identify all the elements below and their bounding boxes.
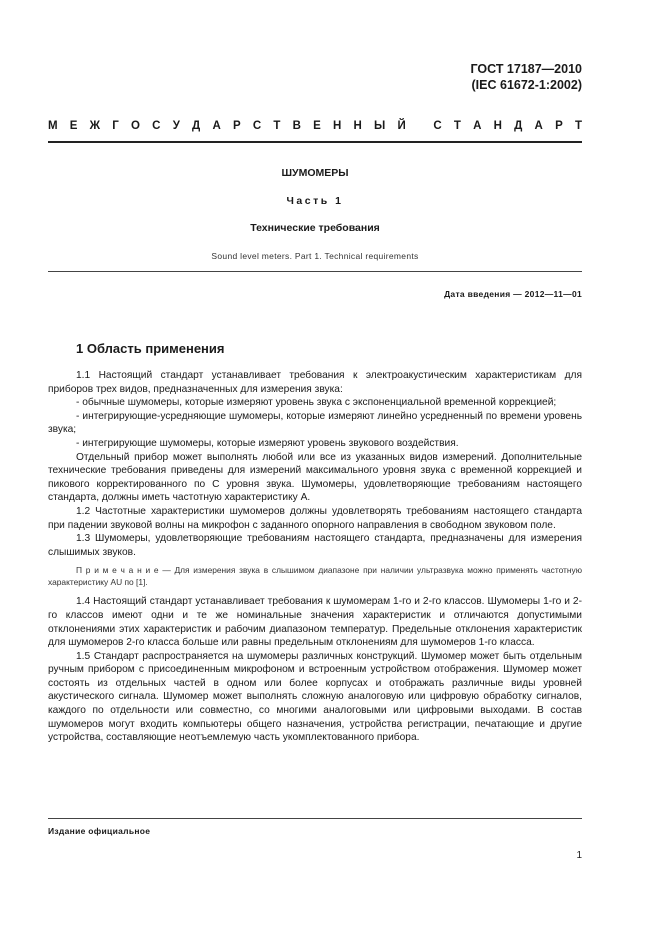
section-heading: 1 Область применения: [76, 341, 225, 356]
standard-type-letter: С: [433, 120, 442, 132]
paragraph: - интегрирующие-усредняющие шумомеры, которые измеряют линейно усредненный по времени уровень звука;: [48, 410, 582, 436]
introduction-date: Дата введения — 2012—11—01: [444, 289, 582, 299]
standard-type-letter: Р: [555, 120, 563, 132]
standard-type-letter: Г: [112, 120, 119, 132]
part-label: Часть 1: [286, 195, 344, 207]
standard-type-letter: Т: [453, 120, 461, 132]
standard-type-heading: [48, 120, 582, 132]
title-divider: [48, 271, 582, 272]
standard-type-letter: М: [48, 120, 58, 132]
standard-type-letter: Н: [353, 120, 362, 132]
standard-type-letter: С: [252, 120, 262, 132]
standard-type-letter: Р: [232, 120, 241, 132]
standard-type-letter: В: [292, 120, 301, 132]
standard-type-letter: А: [212, 120, 221, 132]
paragraph: 1.5 Стандарт распространяется на шумомеры различных конструкций. Шумомер может быть отдельным ручным прибором с присоединенным микрофоном и встроенным устройством отображения. Шумомер может состоять из отдельных частей в одном или более корпусах и отображать различные виды уровней акустического сигнала. Шумомер может выполнять сложную аналоговую или цифровую обработку сигналов, каждого по отдельности или совместно, со многими аналоговыми или цифровыми выходами. В состав шумомеров могут входить компьютеры общего назначения, устройства регистрации, печатающие и другие устройства, составляющие неотъемлемую часть укомплектованного прибора.: [48, 650, 582, 744]
edition-label: Издание официальное: [48, 826, 151, 836]
iec-number: (IEC 61672-1:2002): [471, 78, 582, 92]
standard-type-letter: Е: [69, 120, 78, 132]
paragraph: - обычные шумомеры, которые измеряют уровень звука с экспоненциальной временной коррекцией;: [76, 397, 557, 409]
standard-type-letter: О: [131, 120, 140, 132]
gost-number: ГОСТ 17187—2010: [470, 62, 582, 76]
standard-type-letter: Д: [514, 120, 523, 132]
standard-type-letter: У: [172, 120, 180, 132]
document-subtitle: Технические требования: [250, 222, 380, 234]
section-body: [48, 369, 582, 745]
standard-type-letter: Н: [493, 120, 502, 132]
standard-type-letter: Т: [574, 120, 582, 132]
paragraph: Отдельный прибор может выполнять любой или все из указанных видов измерений. Дополнительные технические требования приведены для измерений максимального уровня звука с временной коррекцией и пикового корректированного по C уровня звука. Шумомеры, удовлетворяющие требованиям настоящего стандарта, должны иметь частотную характеристику A.: [48, 451, 582, 504]
standard-type-letter: А: [473, 120, 482, 132]
standard-designation: [470, 61, 582, 93]
standard-type-letter: [418, 120, 421, 132]
standard-type-letter: Т: [273, 120, 281, 132]
paragraph: 1.3 Шумомеры, удовлетворяющие требованиям настоящего стандарта, предназначены для измерения слышимых звуков.: [48, 533, 582, 558]
footer-divider: [48, 818, 582, 819]
paragraph: 1.1 Настоящий стандарт устанавливает требования к электроакустическим характеристикам для приборов трех видов, предназначенных для измерения звука:: [48, 370, 582, 395]
note: П р и м е ч а н и е — Для измерения звука в слышимом диапазоне при наличии ультразвука можно применять частотную характеристику AU по [1].: [48, 565, 582, 587]
page-number: 1: [576, 850, 582, 861]
standard-type-letter: Й: [397, 120, 406, 132]
standard-type-letter: Ы: [374, 120, 386, 132]
standard-type-letter: С: [152, 120, 161, 132]
document-title: ШУМОМЕРЫ: [281, 167, 349, 179]
header-divider: [48, 141, 582, 143]
standard-type-letter: Д: [192, 120, 201, 132]
standard-type-letter: Е: [313, 120, 321, 132]
english-title: Sound level meters. Part 1. Technical requirements: [211, 251, 419, 261]
standard-type-letter: Н: [332, 120, 342, 132]
standard-type-letter: Ж: [89, 120, 101, 132]
standard-type-letter: А: [534, 120, 543, 132]
paragraph: - интегрирующие шумомеры, которые измеряют уровень звукового воздействия.: [76, 437, 459, 449]
paragraph: 1.2 Частотные характеристики шумомеров должны удовлетворять требованиям настоящего стандарта при падении звуковой волны на микрофон с заданного опорного направления в свободном звуковом поле.: [48, 505, 582, 531]
paragraph: 1.4 Настоящий стандарт устанавливает требования к шумомерам 1-го и 2-го классов. Шумомеры 1-го и 2-го классов имеют одни и те же номинальные значения характеристик и отличаются допустимыми отклонениями этих характеристик и рабочим диапазоном температур. Предельные отклонения характеристик для шумомеров 2-го класса больше или равны предельным отклонениям для шумомеров 1-го класса.: [48, 596, 582, 649]
